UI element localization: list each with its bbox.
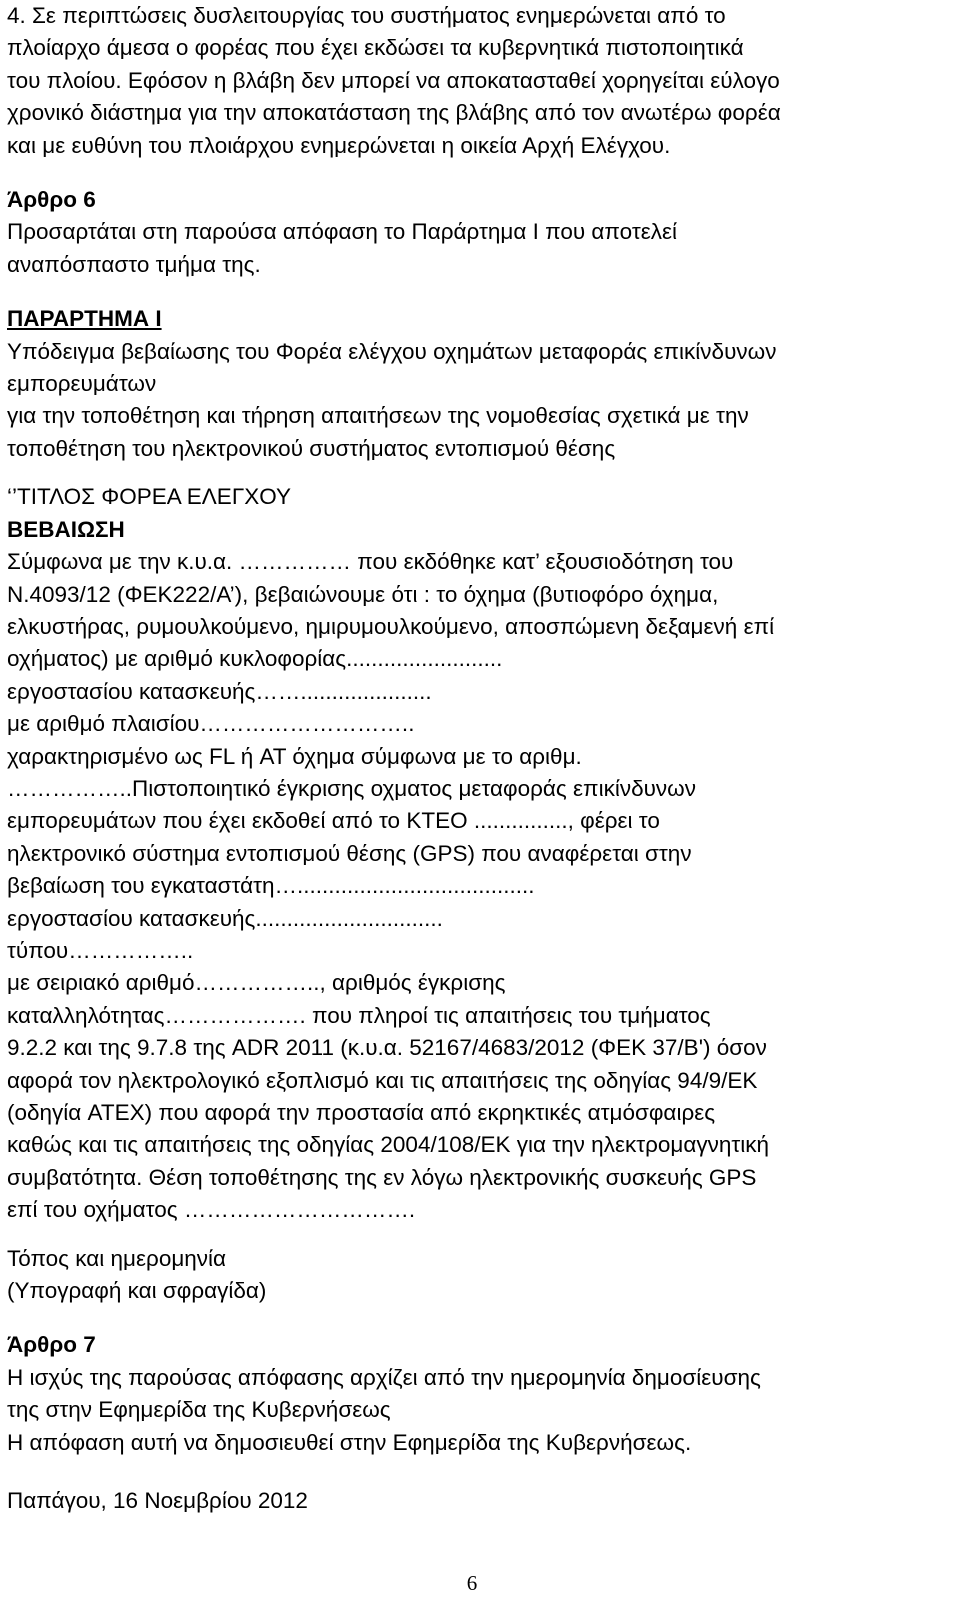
annex-heading: ΠΑΡΑΡΤΗΜΑ Ι xyxy=(7,306,162,332)
text-line: επί του οχήματος …………………………. xyxy=(7,1197,416,1223)
text-line: τύπου…………….. xyxy=(7,937,194,963)
article-6 xyxy=(7,184,947,281)
text-line: εμπορευμάτων που έχει εκδοθεί από το ΚΤΕΟ ..............., φέρει το xyxy=(7,808,660,834)
article-7 xyxy=(7,1329,947,1459)
text-line: Υπόδειγμα βεβαίωσης του Φορέα ελέγχου οχημάτων μεταφοράς επικίνδυνων xyxy=(7,338,777,364)
paragraph-4 xyxy=(7,0,947,162)
text-line: χαρακτηρισμένο ως FL ή AT όχημα σύμφωνα με το αριθμ. xyxy=(7,743,582,769)
text-line: Η ισχύς της παρούσας απόφασης αρχίζει από την ημερομηνία δημοσίευσης xyxy=(7,1364,761,1390)
text-line: χρονικό διάστημα για την αποκατάσταση της βλάβης από τον ανωτέρω φορέα xyxy=(7,100,781,126)
text-line: του πλοίου. Εφόσον η βλάβη δεν μπορεί να αποκατασταθεί χορηγείται εύλογο xyxy=(7,67,780,93)
text-line: 9.2.2 και της 9.7.8 της ADR 2011 (κ.υ.α. 52167/4683/2012 (ΦΕΚ 37/Β') όσον xyxy=(7,1035,767,1061)
text-line: πλοίαρχο άμεσα ο φορέας που έχει εκδώσει τα κυβερνητικά πιστοποιητικά xyxy=(7,35,744,61)
text-line: καταλληλότητας………………. που πληροί τις απαιτήσεις του τμήματος xyxy=(7,1002,711,1028)
text-line: με σειριακό αριθμό…………….., αριθμός έγκρισης xyxy=(7,970,506,996)
text-line: ……………..Πιστοποιητικό έγκρισης οχματος μεταφοράς επικίνδυνων xyxy=(7,775,696,801)
text-line: αναπόσπαστο τμήμα της. xyxy=(7,251,261,277)
text-line: τοποθέτηση του ηλεκτρονικού συστήματος εντοπισμού θέσης xyxy=(7,435,616,461)
closing xyxy=(7,1485,947,1517)
certificate-heading: ΒΕΒΑΙΩΣΗ xyxy=(7,516,125,542)
text-line: της στην Εφημερίδα της Κυβερνήσεως xyxy=(7,1397,391,1423)
text-line: συμβατότητα. Θέση τοποθέτησης της εν λόγω ηλεκτρονικής συσκευής GPS xyxy=(7,1164,757,1190)
text-line: για την τοποθέτηση και τήρηση απαιτήσεων της νομοθεσίας σχετικά με την xyxy=(7,403,749,429)
document-page xyxy=(7,0,947,1517)
text-line: εργοστασίου κατασκευής.............................. xyxy=(7,905,443,931)
signature-label: (Υπογραφή και σφραγίδα) xyxy=(7,1278,267,1304)
text-line: ηλεκτρονικό σύστημα εντοπισμού θέσης (GPS) που αναφέρεται στην xyxy=(7,840,692,866)
article-7-heading: Άρθρο 7 xyxy=(7,1332,96,1358)
place-and-date-label: Τόπος και ημερομηνία xyxy=(7,1245,227,1271)
text-line: οχήματος) με αριθμό κυκλοφορίας......................... xyxy=(7,646,503,672)
text-line: Ν.4093/12 (ΦΕΚ222/Α’), βεβαιώνουμε ότι : το όχημα (βυτιοφόρο όχημα, xyxy=(7,581,719,607)
page-number: 6 xyxy=(466,1571,478,1595)
text-line: ελκυστήρας, ρυμουλκούμενο, ημιρυμουλκούμενο, αποσπώμενη δεξαμενή επί xyxy=(7,613,775,639)
article-6-heading: Άρθρο 6 xyxy=(7,187,96,213)
text-line: εμπορευμάτων xyxy=(7,371,157,397)
text-line: με αριθμό πλαισίου……………………….. xyxy=(7,711,415,737)
annex-section xyxy=(7,303,947,1307)
text-line: και με ευθύνη του πλοιάρχου ενημερώνεται η οικεία Αρχή Ελέγχου. xyxy=(7,132,671,158)
issuer-title: ‘’ΤΙΤΛΟΣ ΦΟΡΕΑ ΕΛΕΓΧΟΥ xyxy=(7,484,291,510)
text-line: καθώς και τις απαιτήσεις της οδηγίας 2004/108/ΕΚ για την ηλεκτρομαγνητική xyxy=(7,1132,770,1158)
text-line: Προσαρτάται στη παρούσα απόφαση το Παράρτημα Ι που αποτελεί xyxy=(7,219,678,245)
text-line: εργοστασίου κατασκευής……..................... xyxy=(7,678,432,704)
text-line: βεβαίωση του εγκαταστάτη…...................................... xyxy=(7,873,535,899)
text-line: Σύμφωνα με την κ.υ.α. …………… που εκδόθηκε κατ’ εξουσιοδότηση του xyxy=(7,549,734,575)
text-line: αφορά τον ηλεκτρολογικό εξοπλισμό και τις απαιτήσεις της οδηγίας 94/9/ΕΚ xyxy=(7,1067,758,1093)
closing-place-date: Παπάγου, 16 Νοεμβρίου 2012 xyxy=(7,1488,308,1514)
text-line: 4. Σε περιπτώσεις δυσλειτουργίας του συστήματος ενημερώνεται από το xyxy=(7,3,726,28)
text-line: Η απόφαση αυτή να δημοσιευθεί στην Εφημερίδα της Κυβερνήσεως. xyxy=(7,1429,692,1455)
text-line: (οδηγία ATEX) που αφορά την προστασία από εκρηκτικές ατμόσφαιρες xyxy=(7,1100,716,1125)
